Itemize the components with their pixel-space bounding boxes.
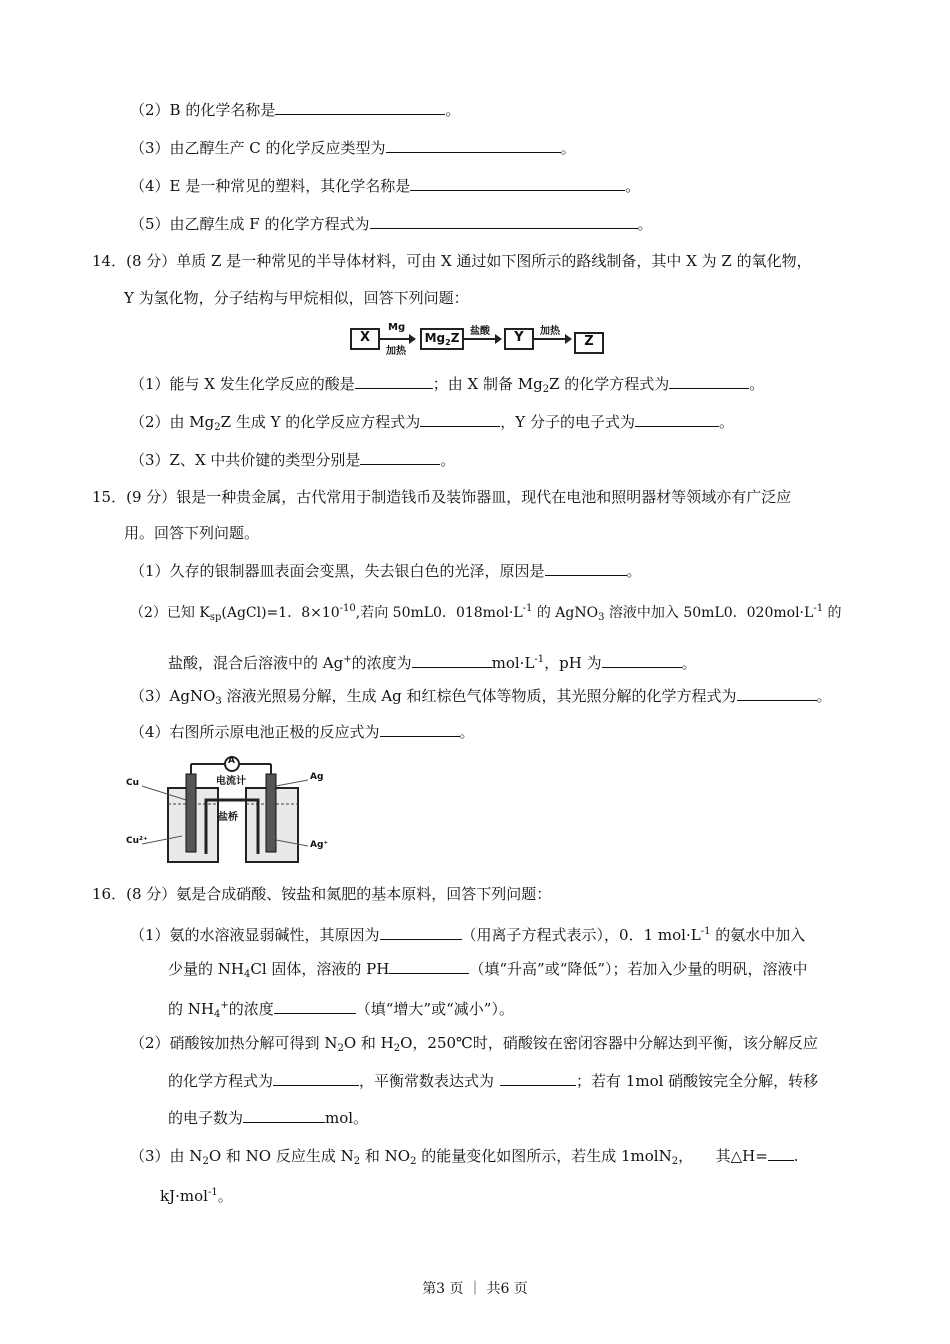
q14-part1 [130,374,764,400]
punct: 。 [459,723,475,741]
subscript: 3 [598,612,605,623]
q15-part2-cont [168,650,697,673]
text: 的 [823,605,842,621]
q16-part2-line3 [168,1108,368,1128]
box-y: Y [504,328,534,350]
text: mol·L [491,654,535,672]
superscript: -1 [700,926,711,937]
q13-part2 [130,100,460,120]
box-mg2z [420,328,464,350]
answer-blank[interactable] [243,1108,325,1123]
answer-blank[interactable] [389,959,469,974]
text: （用离子方程式表示），0．1 mol·L [461,926,701,944]
text: （填“升高”或“降低”）；若加入少量的明矾，溶液中 [469,960,808,978]
text: 的化学方程式为 [168,1072,274,1090]
punct: 。 [816,687,832,705]
subscript: 2 [410,1156,417,1167]
punct: 。 [749,375,765,393]
page-footer: 第3 页 ｜ 共6 页 [422,1281,528,1297]
text: 的能量变化如图所示，若生成 1molN [416,1147,672,1165]
q15-part3 [130,686,832,712]
answer-blank[interactable] [273,1071,359,1086]
punct: 。 [217,1187,233,1205]
answer-blank[interactable] [370,214,638,229]
answer-blank[interactable] [635,412,719,427]
answer-blank[interactable] [768,1146,794,1161]
q13-part4 [130,176,640,196]
answer-blank[interactable] [355,374,433,389]
text: （4）右图所示原电池正极的反应式为 [130,723,380,741]
q14-part3 [130,450,455,470]
text: 和 NO [360,1147,411,1165]
arrow3-label-top: 加热 [540,326,560,337]
q13-part5-text: （5）由乙醇生成 F 的化学方程式为 [130,215,370,233]
q14-heading-line1: 14．(8 分）单质 Z 是一种常见的半导体材料，可由 X 通过如下图所示的路线制备，其中 X 为 Z 的氧化物， [92,252,812,270]
punct: 。 [445,101,461,119]
subscript: sp [209,612,222,623]
salt-bridge-label: 盐桥 [218,812,238,823]
answer-blank[interactable] [500,1071,576,1086]
text: （1）久存的银制器皿表面会变黑，失去银白色的光泽，原因是 [130,562,545,580]
answer-blank[interactable] [386,138,561,153]
punct: 。 [560,139,576,157]
q14-part2 [130,412,734,438]
text: （1）氨的水溶液显弱碱性，其原因为 [130,926,380,944]
text: 的 AgNO [532,605,599,621]
subscript: 3 [215,696,222,707]
q15-part1 [130,561,642,581]
answer-blank[interactable] [410,176,625,191]
text: （3）由 N [130,1147,203,1165]
answer-blank[interactable] [380,925,462,940]
text: ， 其△H= [678,1147,768,1165]
text: mol。 [325,1109,369,1127]
punct: 。 [626,562,642,580]
text: 盐酸，混合后溶液中的 Ag [168,654,344,672]
arrow-1 [380,338,414,340]
text: ,若向 50mL0．018mol·L [355,605,523,621]
subscript: 2 [353,1156,361,1167]
q15-heading-line1: 15．(9 分）银是一种贵金属，古代常用于制造钱币及装饰器皿，现代在电池和照明器材等领域亦有广泛应 [92,488,792,506]
answer-blank[interactable] [412,653,492,668]
subscript: 2 [542,384,550,395]
text: O 和 H [343,1034,394,1052]
text: Z 的化学方程式为 [549,375,670,393]
q16-part2-line1 [130,1033,818,1059]
text: ；由 X 制备 Mg [432,375,543,393]
q16-part2-line2 [168,1071,818,1091]
q16-part1-line3 [168,996,514,1025]
text: ；若有 1mol 硝酸铵完全分解，转移 [576,1072,819,1090]
q16-heading: 16．(8 分）氨是合成硝酸、铵盐和氮肥的基本原料，回答下列问题： [92,885,552,903]
text: Z 生成 Y 的化学反应方程式为 [220,413,421,431]
ammeter-symbol: A [228,756,235,766]
text: ，Y 分子的电子式为 [500,413,635,431]
text: ，pH 为 [544,654,602,672]
text: （2）硝酸铵加热分解可得到 N [130,1034,338,1052]
arrow-2 [464,338,500,340]
left-electrode-label: Cu [126,778,140,788]
arrow-3 [534,338,570,340]
punct: 。 [718,413,734,431]
punct: . [793,1147,799,1165]
arrow2-label-top: 盐酸 [470,326,490,337]
superscript: + [220,1000,229,1011]
subscript: 2 [393,1043,401,1054]
text: 的 NH [168,1000,214,1018]
text: O 和 NO 反应生成 N [208,1147,354,1165]
text: （1）能与 X 发生化学反应的酸是 [130,375,355,393]
text: Cl 固体，溶液的 PH [250,960,390,978]
text: (AgCl)=1．8×10 [221,605,340,621]
punct: 。 [440,451,456,469]
q13-part5 [130,214,653,234]
right-electrode-label: Ag [310,772,324,782]
right-solution-label: Ag⁺ [310,840,329,850]
text: 的电子数为 [168,1109,244,1127]
arrow1-label-top: Mg [388,322,406,333]
subscript: 4 [243,969,251,980]
subscript: 2 [671,1156,679,1167]
ammeter-label: 电流计 [216,776,246,787]
mg2z-sub: 2 [445,338,451,347]
text: （填“增大”或“减小”）。 [355,1000,514,1018]
punct: 。 [637,215,653,233]
q16-part1-line1 [130,922,805,945]
superscript: -10 [339,603,356,614]
box-z: Z [574,332,604,354]
answer-blank[interactable] [360,450,440,465]
q15-part2 [130,599,842,628]
superscript: -1 [207,1187,218,1198]
text: （3）Z、X 中共价键的类型分别是 [130,451,361,469]
text: 的氨水中加入 [710,926,806,944]
q13-part4-text: （4）E 是一种常见的塑料，其化学名称是 [130,177,411,195]
text: kJ·mol [160,1187,208,1205]
q16-part3-line1 [130,1146,799,1172]
mg2z-text-b: Z [450,331,460,345]
text: （2）由 Mg [130,413,215,431]
left-solution-label: Cu²⁺ [126,836,148,846]
text: 少量的 NH [168,960,244,978]
answer-blank[interactable] [275,100,445,115]
punct: 。 [625,177,641,195]
answer-blank[interactable] [420,412,500,427]
punct: 。 [681,654,697,672]
q16-part1-line2 [168,959,808,985]
text: 的浓度 [228,1000,274,1018]
mg2z-text: Mg [424,331,446,345]
text: （3）AgNO [130,687,216,705]
arrow1-label-bottom: 加热 [386,346,406,357]
answer-blank[interactable] [380,722,460,737]
answer-blank[interactable] [602,653,682,668]
q15-part4 [130,722,475,742]
superscript: + [343,654,352,665]
answer-blank[interactable] [669,374,749,389]
text: 溶液光照易分解，生成 Ag 和红棕色气体等物质，其光照分解的化学方程式为 [221,687,737,705]
superscript: -1 [522,603,533,614]
text: （2）已知 K [130,605,210,621]
q13-part2-text: （2）B 的化学名称是 [130,101,276,119]
q14-heading-line2: Y 为氢化物，分子结构与甲烷相似，回答下列问题： [124,289,469,307]
subscript: 2 [214,422,221,433]
superscript: -1 [534,654,545,665]
box-x: X [350,328,380,350]
text: ，平衡常数表达式为 [359,1072,495,1090]
q15-heading-line2: 用。回答下列问题。 [124,524,260,542]
answer-blank[interactable] [545,561,627,576]
q14-route-diagram [350,322,612,362]
subscript: 4 [213,1009,221,1020]
superscript: -1 [813,603,824,614]
text: O，250℃时，硝酸铵在密闭容器中分解达到平衡，该分解反应 [400,1034,818,1052]
q13-part3 [130,138,576,158]
text: 的浓度为 [351,654,412,672]
answer-blank[interactable] [737,686,817,701]
q13-part3-text: （3）由乙醇生产 C 的化学反应类型为 [130,139,386,157]
subscript: 2 [337,1043,344,1054]
q16-part3-line2 [160,1183,233,1206]
galvanic-cell-figure [126,756,329,868]
text: 溶液中加入 50mL0．020mol·L [604,605,814,621]
subscript: 2 [202,1156,209,1167]
answer-blank[interactable] [274,999,356,1014]
